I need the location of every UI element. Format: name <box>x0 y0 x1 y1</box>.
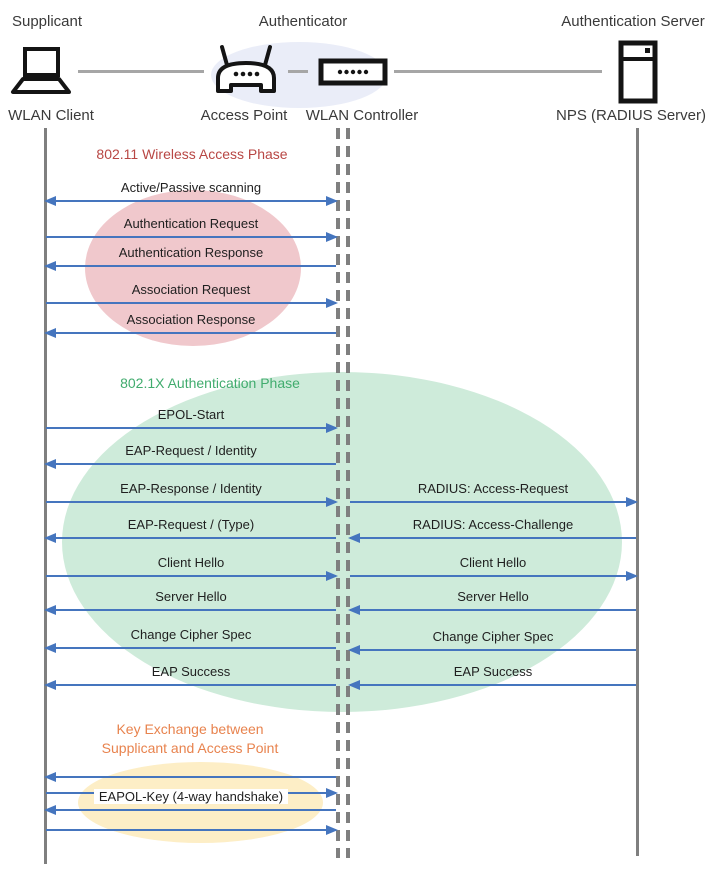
message-label: EAP Success <box>453 664 533 679</box>
message-label: Association Response <box>126 312 256 327</box>
message-label: Authentication Request <box>123 216 259 231</box>
connector-ap-controller <box>288 70 308 73</box>
message-arrow <box>350 649 636 651</box>
arrowhead-right-icon <box>326 571 338 581</box>
arrowhead-right-icon <box>326 423 338 433</box>
role-supplicant: Supplicant <box>11 13 83 30</box>
arrowhead-right-icon <box>326 497 338 507</box>
message-label: Server Hello <box>457 589 529 604</box>
message-arrow <box>46 537 336 539</box>
message-label: EAP-Request / Identity <box>125 443 257 458</box>
message-arrow <box>350 575 636 577</box>
message-arrow <box>46 265 336 267</box>
message-arrow <box>46 463 336 465</box>
arrowhead-left-icon <box>44 328 56 338</box>
message-label: RADIUS: Access-Request <box>417 481 569 496</box>
message-label: Server Hello <box>155 589 227 604</box>
message-arrow <box>46 427 336 429</box>
connector-controller-server <box>394 70 602 73</box>
arrowhead-left-icon <box>44 772 56 782</box>
arrowhead-left-icon <box>348 645 360 655</box>
message-label: EAPOL-Key (4-way handshake) <box>31 789 351 804</box>
role-authenticator: Authenticator <box>258 13 348 30</box>
arrowhead-left-icon <box>44 680 56 690</box>
arrowhead-left-icon <box>44 805 56 815</box>
arrowhead-right-icon <box>626 497 638 507</box>
phase3-title-line1: Key Exchange between <box>116 721 264 737</box>
server-icon <box>618 40 658 109</box>
message-label: EAP-Request / (Type) <box>127 517 255 532</box>
message-arrow <box>350 684 636 686</box>
message-label: Authentication Response <box>118 245 264 260</box>
arrowhead-left-icon <box>348 680 360 690</box>
wlan-controller-icon <box>318 57 388 92</box>
label-wlan-controller: WLAN Controller <box>305 107 419 124</box>
arrowhead-left-icon <box>348 533 360 543</box>
message-label: EPOL-Start <box>157 407 225 422</box>
message-arrow <box>46 332 336 334</box>
lifeline-wlan-client <box>44 128 47 864</box>
arrowhead-right-icon <box>326 825 338 835</box>
arrowhead-left-icon <box>348 605 360 615</box>
message-label: Client Hello <box>157 555 225 570</box>
message-arrow <box>46 647 336 649</box>
message-arrow <box>46 236 336 238</box>
message-arrow <box>46 609 336 611</box>
message-label: EAP-Response / Identity <box>120 481 262 496</box>
message-arrow <box>46 776 336 778</box>
arrowhead-right-icon <box>326 298 338 308</box>
message-arrow <box>46 575 336 577</box>
arrowhead-left-icon <box>44 261 56 271</box>
message-arrow <box>46 302 336 304</box>
message-arrow <box>350 537 636 539</box>
phase2-title: 802.1X Authentication Phase <box>120 375 300 391</box>
connector-client-ap <box>78 70 204 73</box>
role-authentication-server: Authentication Server <box>561 13 705 30</box>
arrowhead-right-icon <box>326 232 338 242</box>
message-label: Client Hello <box>459 555 527 570</box>
label-nps-radius-server: NPS (RADIUS Server) <box>555 107 707 124</box>
message-label: Change Cipher Spec <box>432 629 554 644</box>
message-label: Association Request <box>131 282 251 297</box>
message-arrow <box>350 609 636 611</box>
message-label: EAP Success <box>151 664 231 679</box>
access-point-icon <box>210 44 282 99</box>
label-wlan-client: WLAN Client <box>8 107 94 124</box>
message-label: Active/Passive scanning <box>120 180 262 195</box>
arrowhead-left-icon <box>44 533 56 543</box>
message-label: Change Cipher Spec <box>130 627 252 642</box>
message-arrow <box>46 684 336 686</box>
message-arrow <box>350 501 636 503</box>
label-access-point: Access Point <box>200 107 288 124</box>
message-arrow <box>46 829 336 831</box>
arrowhead-left-icon <box>44 196 56 206</box>
phase2-ellipse <box>62 372 622 712</box>
arrowhead-left-icon <box>44 459 56 469</box>
phase1-title: 802.11 Wireless Access Phase <box>96 146 288 162</box>
arrowhead-right-icon <box>626 571 638 581</box>
message-label: RADIUS: Access-Challenge <box>412 517 574 532</box>
laptop-icon <box>10 46 72 103</box>
message-arrow <box>46 200 336 202</box>
arrowhead-right-icon <box>326 196 338 206</box>
arrowhead-left-icon <box>44 605 56 615</box>
arrowhead-left-icon <box>44 643 56 653</box>
phase3-title-line2: Supplicant and Access Point <box>101 740 279 756</box>
message-arrow <box>46 501 336 503</box>
message-arrow <box>46 809 336 811</box>
